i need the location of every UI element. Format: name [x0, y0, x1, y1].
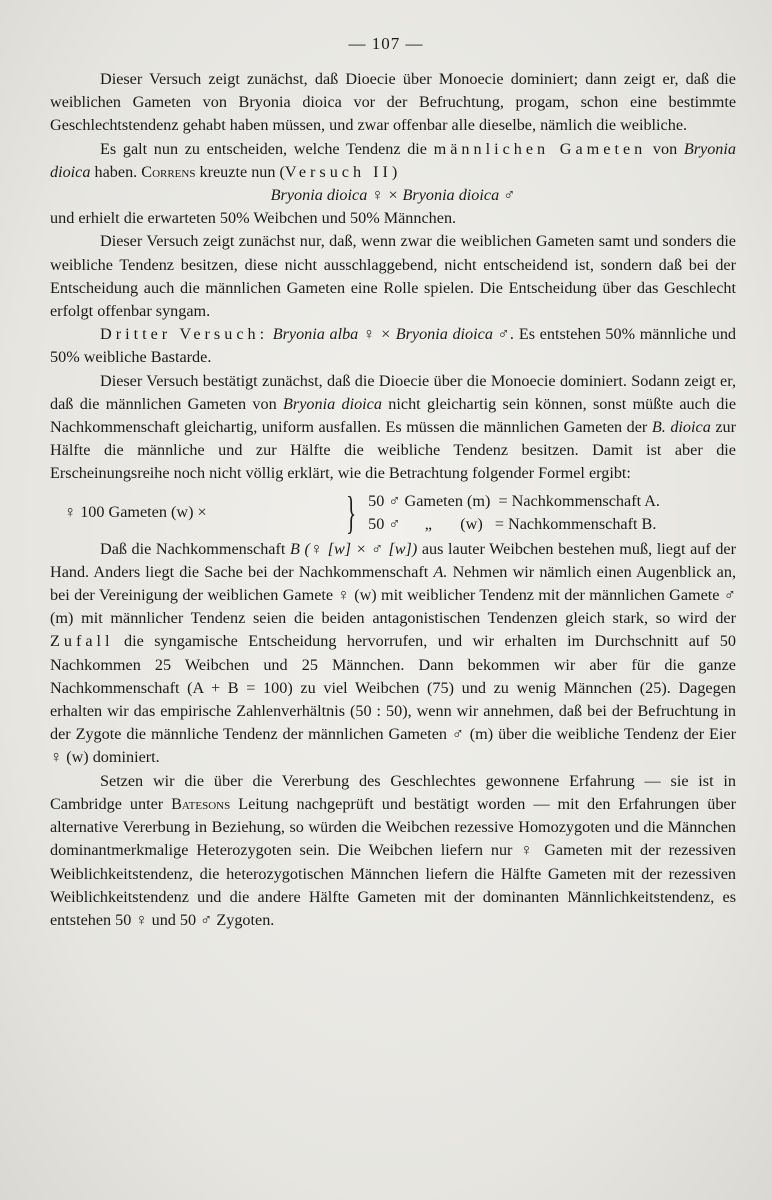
- p2-text-c: haben.: [94, 162, 138, 181]
- p7-text-c: Nehmen wir nämlich einen Augenblick an, bei der Vereinigung der weiblichen Gamete ♀ (w) mit weiblicher Tendenz mit der männlichen Gamete ♂ (m) mit männlicher Tendenz seien die beiden antagonistischen Tendenzen gleich stark, so wird der: [50, 562, 736, 628]
- formula-row-b: 50 ♂ „ (w) = Nachkommenschaft B.: [368, 514, 657, 533]
- author-correns: Correns: [141, 162, 196, 181]
- p6-text-a: Dieser Versuch bestätigt zunächst, daß die Dioecie über die Monoecie dominiert. Sodann zeigt er, daß die männlichen Gameten von: [50, 371, 736, 413]
- p6-text-c: zur Hälfte die männliche und zur Hälfte die weibliche Tendenz besitzen. Damit ist aber die Erscheinungsreihe noch nicht völlig erklärt, wie die Betrachtung folgender Formel ergibt:: [50, 418, 737, 483]
- p2-text-e: ): [391, 162, 398, 181]
- dritter-versuch-label: Dritter Versuch:: [100, 325, 269, 344]
- author-bateson: Batesons: [171, 794, 231, 813]
- cross-formula-3: Bryonia alba ♀ × Bryonia dioica ♂.: [272, 325, 515, 344]
- p5-text: Es entstehen 50% männliche und 50% weibliche Bastarde.: [50, 325, 737, 367]
- p7-text-d: die syngamische Entscheidung hervorrufen, und wir erhalten im Durchschnitt auf 50 Nachkommen 25 Weibchen und 25 Männchen. Dann bekommen wir aber für die ganze Nachkommenschaft (A + B = 100) zu viel Weibchen (75) und zu wenig Männchen (25). Dagegen erhalten wir das empirische Zahlenverhältnis (50 : 50), wenn wir annehmen, daß bei der Befruchtung in der Zygote die männliche Tendenz der männlichen Gameten ♂ (m) über die weibliche Tendenz der Eier ♀ (w) dominiert.: [50, 632, 736, 767]
- p8-text-a: Setzen wir die über die Vererbung des Geschlechtes gewonnene Erfahrung — sie ist in Cambridge unter: [50, 771, 736, 813]
- nachkommenschaft-a-label: A.: [433, 562, 448, 581]
- p7-text-a: Daß die Nachkommenschaft: [100, 539, 286, 558]
- paragraph-6: [50, 370, 736, 486]
- versuch-ii-label: Versuch II: [284, 162, 392, 181]
- p2-text-a: Es galt nun zu entscheiden, welche Tendenz die: [100, 139, 427, 158]
- species-name-b-dioica: B. dioica: [651, 418, 711, 437]
- p2-text-d: kreuzte nun (: [199, 162, 285, 181]
- p2-text-b: von: [652, 139, 678, 158]
- p6-text-b: nicht gleichartig sein können, sonst müßte auch die Nachkommenschaft gleichartig, uniform ausfallen. Es müssen die männlichen Gameten der: [50, 394, 737, 437]
- zufall-term: Zufall: [50, 632, 114, 651]
- gamete-formula: [50, 488, 736, 538]
- body-text: [50, 68, 736, 932]
- paragraph-3: und erhielt die erwarteten 50% Weibchen und 50% Männchen.: [50, 209, 457, 228]
- p8-text-b: Leitung nachgeprüft und bestätigt worden — mit den Erfahrungen über alternative Vererbung in Beziehung, so würden die Weibchen rezessive Homozygoten und die Männchen dominantmerkmalige Heterozygoten sein. Die Weibchen liefern nur ♀ Gameten mit der rezessiven Weiblichkeitstendenz, die heterozygotischen Männchen liefern die Hälfte Gameten mit der rezessiven Weiblichkeitstendenz und die andere Hälfte Gameten mit der dominanten Männlichkeitstendenz, es entstehen 50 ♀ und 50 ♂ Zygoten.: [50, 794, 737, 929]
- species-name: Bryonia dioica: [50, 139, 736, 181]
- formula-row-a: 50 ♂ Gameten (m) = Nachkommenschaft A.: [368, 491, 660, 510]
- paragraph-8: [50, 770, 736, 932]
- spaced-term-maennlichen-gameten: männlichen Gameten: [433, 139, 647, 158]
- formula-brace: }: [346, 486, 357, 538]
- paragraph-5: [50, 323, 736, 369]
- paragraph-1: Dieser Versuch zeigt zunächst, daß Dioecie über Monoecie dominiert; dann zeigt er, daß die weiblichen Gameten von Bryonia dioica vor der Befruchtung, progam, schon eine bestimmte Geschlechtstendenz gehabt haben müssen, und zwar offenbar alle dieselbe, nämlich die weibliche.: [50, 70, 736, 135]
- p7-text-b: aus lauter Weibchen bestehen muß, liegt auf der Hand. Anders liegt die Sache bei der Nachkommenschaft: [50, 539, 737, 581]
- cross-formula-text: Bryonia dioica ♀ × Bryonia dioica ♂: [270, 186, 516, 205]
- paragraph-2: [50, 138, 736, 184]
- formula-right: [368, 490, 660, 536]
- formula-left: ♀ 100 Gameten (w) ×: [64, 503, 207, 522]
- paragraph-4: Dieser Versuch zeigt zunächst nur, daß, wenn zwar die weiblichen Gameten samt und sonders die weibliche Tendenz besitzen, diese nicht ausschlaggebend, nicht entscheidend ist, sondern daß bei der Entscheidung auch die männlichen Gameten eine Rolle spielen. Die Entscheidung über das Geschlecht erfolgt offenbar syngam.: [50, 232, 736, 321]
- page-number: — 107 —: [348, 34, 424, 53]
- paragraph-7: [50, 538, 736, 770]
- species-name-dioica: Bryonia dioica: [283, 394, 382, 413]
- nachkommenschaft-b-formula: B (♀ [w] × ♂ [w]): [289, 539, 418, 558]
- cross-formula-2: [50, 184, 736, 207]
